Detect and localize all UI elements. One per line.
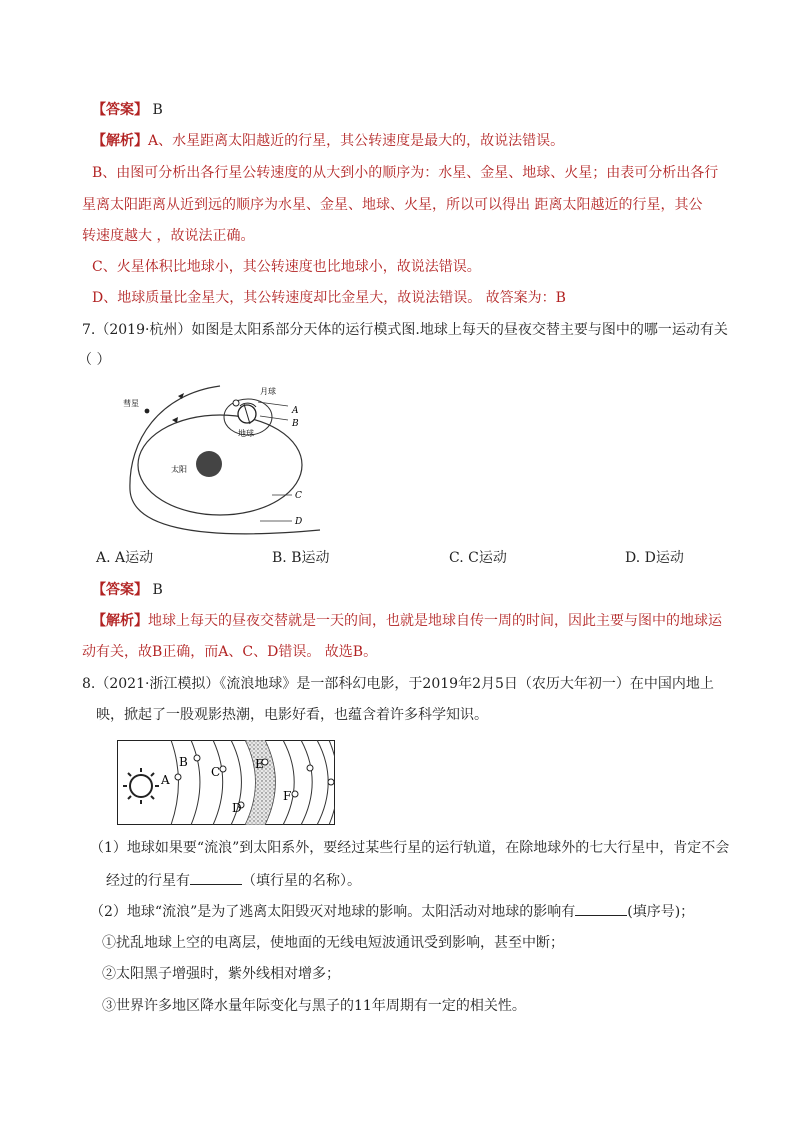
q6-analysis-line4: 转速度越大 ，故说法正确。 [82, 228, 255, 244]
q8-sub2-blank[interactable] [575, 901, 627, 916]
q8-item2: ②太阳黑子增强时，紫外线相对增多； [102, 966, 340, 982]
fig-label-c: C [211, 765, 221, 779]
fig-label-e: E [255, 757, 264, 771]
q7-option-a[interactable]: A. A运动 [96, 550, 154, 566]
q8-sub1-post: （填行星的名称）。 [242, 873, 361, 889]
q7-orbit-figure [120, 380, 330, 540]
q8-stem-line2: 映，掀起了一股观影热潮，电影好看，也蕴含着许多科学知识。 [96, 707, 488, 723]
q7-option-d[interactable]: D. D运动 [625, 550, 684, 566]
q7-answer-value: B [152, 582, 163, 598]
earth-label: 地球 [238, 429, 254, 438]
planet-f [292, 791, 298, 797]
planet-g [307, 765, 313, 771]
comet-label: 彗星 [123, 399, 139, 408]
q7-option-b[interactable]: B. B运动 [272, 550, 330, 566]
q6-analysis-line6: D、地球质量比金星大，其公转速度却比金星大，故说法错误。 故答案为：B [92, 290, 566, 306]
moon-label: 月球 [260, 387, 276, 396]
q8-sub1-line1: （1）地球如果要“流浪”到太阳系外，要经过某些行星的运行轨道，在除地球外的七大行星中，肯定不会 [90, 840, 730, 856]
q6-analysis-tag: 【解析】 [92, 133, 148, 149]
q6-analysis-text1: A、水星距离太阳越近的行星，其公转速度是最大的，故说法错误。 [148, 133, 565, 149]
q8-solar-system-figure [117, 740, 335, 825]
planet-b [194, 755, 200, 761]
fig-label-a: A [161, 773, 170, 787]
earth-orbit-arrow [172, 417, 178, 423]
q6-analysis-line2: B、由图可分析出各行星公转速度的从大到小的顺序为：水星、金星、地球、火星；由表可分析出各行 [92, 165, 719, 181]
moon [233, 400, 239, 406]
comet-dot [145, 409, 150, 414]
q7-option-c[interactable]: C. C运动 [449, 550, 507, 566]
label-a: A [292, 406, 299, 416]
planet-c [220, 766, 226, 772]
planet-a [175, 774, 181, 780]
q6-answer [92, 100, 163, 120]
comet-orbit-arrow [178, 393, 184, 399]
q6-analysis-line5: C、火星体积比地球小，其公转速度也比地球小，故说法错误。 [92, 259, 481, 275]
q7-stem-line2: （ ） [78, 352, 111, 368]
q7-stem-line1: 7.（2019·杭州）如图是太阳系部分天体的运行模式图.地球上每天的昼夜交替主要与图中的哪一运动有关 [82, 322, 728, 338]
q8-sub2-pre: （2）地球“流浪”是为了逃离太阳毁灭对地球的影响。太阳活动对地球的影响有 [90, 904, 576, 920]
fig-label-f: F [283, 789, 292, 803]
q6-answer-value: B [152, 102, 163, 118]
sun [196, 451, 222, 477]
q7-analysis-line2: 动有关，故B正确，而A、C、D错误。 故选B。 [82, 644, 378, 660]
q6-analysis-line1 [92, 131, 564, 151]
q8-item3: ③世界许多地区降水量年际变化与黑子的11年周期有一定的相关性。 [102, 998, 526, 1014]
q8-sub1-blank[interactable] [190, 870, 242, 885]
q7-analysis-text1: 地球上每天的昼夜交替就是一天的间，也就是地球自传一周的时间，因此主要与图中的地球运 [148, 613, 722, 629]
sun-label: 太阳 [171, 465, 187, 474]
label-c: C [295, 491, 302, 501]
q8-sub2-line [90, 901, 694, 922]
label-d: D [295, 517, 303, 527]
q8-item1: ①扰乱地球上空的电离层，使地面的无线电短波通讯受到影响，甚至中断； [102, 935, 564, 951]
q7-analysis-tag: 【解析】 [92, 613, 148, 629]
q8-sub2-post: (填序号)； [627, 904, 695, 920]
q7-analysis-line1 [92, 611, 722, 631]
q8-sub1-pre: 经过的行星有 [106, 873, 190, 889]
pointer-a [258, 402, 288, 406]
planet-h [328, 779, 334, 785]
q7-answer [92, 580, 163, 600]
q8-sub1-line2 [106, 870, 361, 891]
q6-analysis-line3: 星离太阳距离从近到远的顺序为水星、金星、地球、火星，所以可以得出 距离太阳越近的行星，其公 [82, 197, 703, 213]
fig-label-d: D [232, 801, 242, 815]
q8-stem-line1: 8.（2021·浙江模拟）《流浪地球》是一部科幻电影，于2019年2月5日（农历大年初一）在中国内地上 [82, 676, 714, 692]
q6-answer-tag: 【答案】 [92, 102, 148, 118]
q7-answer-tag: 【答案】 [92, 582, 148, 598]
pointer-b [260, 416, 288, 420]
fig-label-b: B [179, 755, 188, 769]
label-b: B [292, 419, 299, 429]
